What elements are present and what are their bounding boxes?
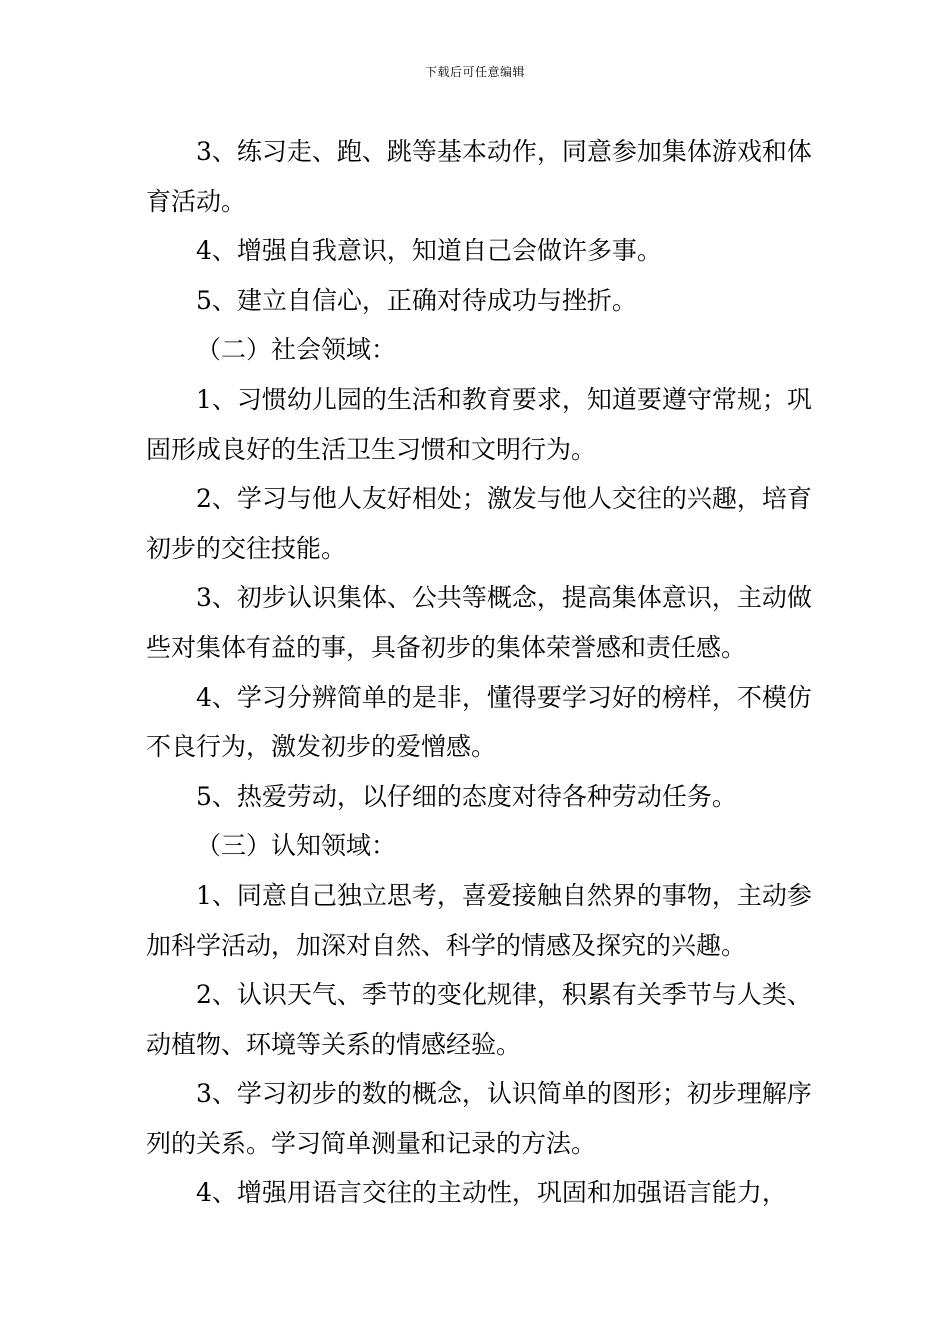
section-heading-social: （二）社会领域： <box>196 335 397 365</box>
paragraph-cognitive-item-1: 1、同意自己独立思考，喜爱接触自然界的事物，主动参加科学活动，加深对自然、科学的情感及探究的兴趣。 <box>146 880 812 960</box>
document-body <box>146 127 836 1218</box>
paragraph-social-item-5: 5、热爱劳动，以仔细的态度对待各种劳动任务。 <box>196 781 737 811</box>
paragraph-social-item-2: 2、学习与他人友好相处；激发与他人交往的兴趣，培育初步的交往技能。 <box>146 484 812 563</box>
paragraph-pe-item-4: 4、增强自我意识，知道自己会做许多事。 <box>196 236 662 266</box>
page-header-note: 下载后可任意编辑 <box>424 65 525 79</box>
paragraph-social-item-4: 4、学习分辨简单的是非，懂得要学习好的榜样，不模仿不良行为，激发初步的爱憎感。 <box>146 682 812 762</box>
paragraph-cognitive-item-3: 3、学习初步的数的概念，认识简单的图形；初步理解序列的关系。学习简单测量和记录的方法。 <box>146 1079 812 1158</box>
section-heading-cognitive: （三）认知领域： <box>196 831 397 861</box>
paragraph-cognitive-item-2: 2、认识天气、季节的变化规律，积累有关季节与人类、动植物、环境等关系的情感经验。 <box>146 980 812 1059</box>
paragraph-pe-item-3: 3、练习走、跑、跳等基本动作，同意参加集体游戏和体育活动。 <box>146 137 812 216</box>
paragraph-social-item-3: 3、初步认识集体、公共等概念，提高集体意识，主动做些对集体有益的事，具备初步的集体荣誉感和责任感。 <box>146 583 812 662</box>
paragraph-social-item-1: 1、习惯幼儿园的生活和教育要求，知道要遵守常规；巩固形成良好的生活卫生习惯和文明行为。 <box>146 384 812 464</box>
paragraph-cognitive-item-4: 4、增强用语言交往的主动性，巩固和加强语言能力， <box>196 1178 787 1208</box>
paragraph-pe-item-5: 5、建立自信心，正确对待成功与挫折。 <box>196 285 637 315</box>
